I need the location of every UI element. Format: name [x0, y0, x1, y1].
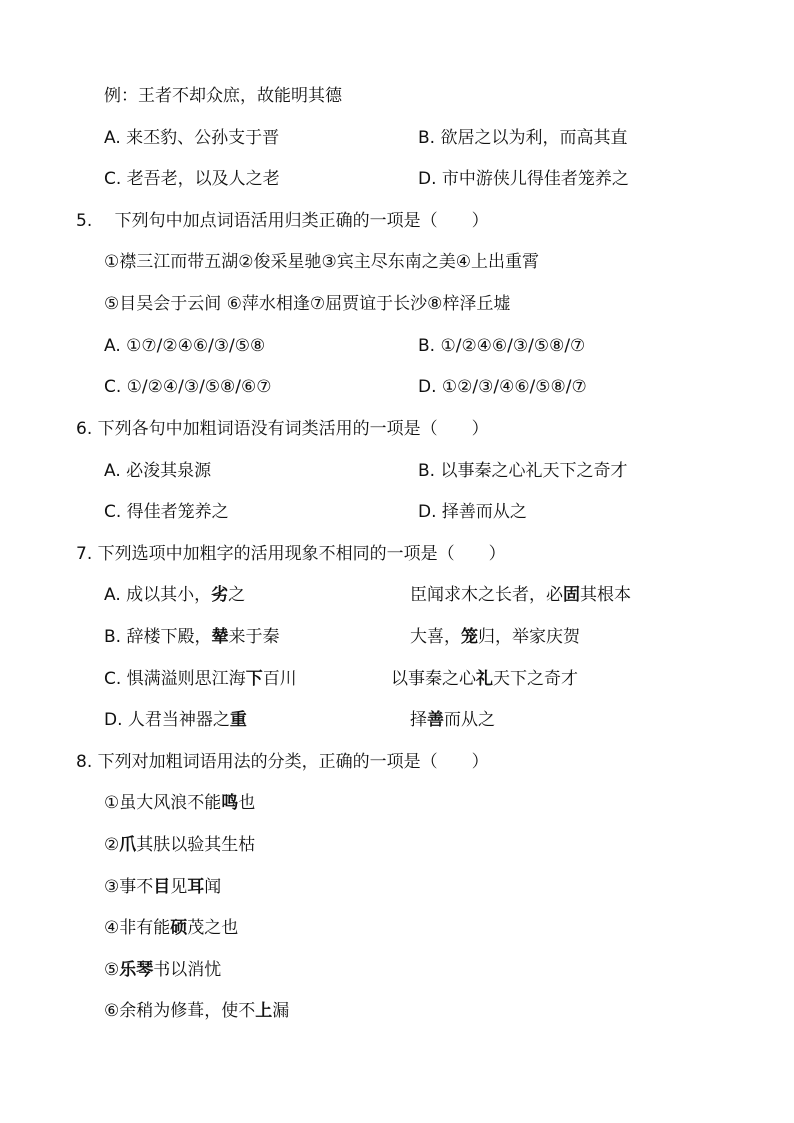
question-5-option-a: A. ①⑦/②④⑥/③/⑤⑧ [104, 336, 266, 356]
question-8-stem: 8. 下列对加粗词语用法的分类，正确的一项是（ ） [76, 752, 489, 772]
question-5-option-d: D. ①②/③/④⑥/⑤⑧/⑦ [418, 377, 587, 397]
question-5-option-b: B. ①/②④⑥/③/⑤⑧/⑦ [418, 336, 586, 356]
question-5-option-c: C. ①/②④/③/⑤⑧/⑥⑦ [104, 377, 272, 397]
question-6-option-d: D. 择善而从之 [418, 502, 527, 522]
option-prev-b: B. 欲居之以为利，而高其直 [418, 128, 628, 148]
question-7-option-a-right: 臣闻求木之长者，必固其根本 [410, 585, 631, 605]
question-7-option-d-right: 择善而从之 [410, 710, 495, 730]
question-8-item-4: ④非有能硕茂之也 [104, 918, 239, 938]
question-8-item-6: ⑥余稍为修葺，使不上漏 [104, 1001, 290, 1021]
question-8-item-2: ②爪其肤以验其生枯 [104, 835, 256, 855]
question-7-stem: 7. 下列选项中加粗字的活用现象不相同的一项是（ ） [76, 544, 506, 564]
option-prev-a: A. 来丕豹、公孙支于晋 [104, 128, 280, 148]
example-line: 例：王者不却众庶，故能明其德 [104, 86, 342, 106]
question-7-option-b-left: B. 辞楼下殿，辇来于秦 [104, 627, 280, 647]
question-7-option-a-left: A. 成以其小，劣之 [104, 585, 246, 605]
question-7-option-c-right: 以事秦之心礼天下之奇才 [391, 669, 578, 689]
question-8-item-1: ①虽大风浪不能鸣也 [104, 793, 256, 813]
option-prev-d: D. 市中游侠儿得佳者笼养之 [418, 169, 629, 189]
question-7-option-b-right: 大喜，笼归，举家庆贺 [410, 627, 580, 647]
option-prev-c: C. 老吾老，以及人之老 [104, 169, 280, 189]
question-6-option-a: A. 必浚其泉源 [104, 461, 212, 481]
question-6-option-b: B. 以事秦之心礼天下之奇才 [418, 461, 628, 481]
question-6-stem: 6. 下列各句中加粗词语没有词类活用的一项是（ ） [76, 419, 489, 439]
question-7-option-d-left: D. 人君当神器之重 [104, 710, 247, 730]
question-8-item-3: ③事不目见耳闻 [104, 877, 222, 897]
question-5-items-1: ①襟三江而带五湖②俊采星驰③宾主尽东南之美④上出重霄 [104, 252, 539, 272]
question-8-item-5: ⑤乐琴书以消忧 [104, 960, 222, 980]
question-7-option-c-left: C. 惧满溢则思江海下百川 [104, 669, 297, 689]
question-5-stem: 5. 下列句中加点词语活用归类正确的一项是（ ） [76, 211, 489, 231]
question-6-option-c: C. 得佳者笼养之 [104, 502, 229, 522]
question-5-items-2: ⑤目吴会于云间 ⑥萍水相逢⑦屈贾谊于长沙⑧梓泽丘墟 [104, 294, 511, 314]
